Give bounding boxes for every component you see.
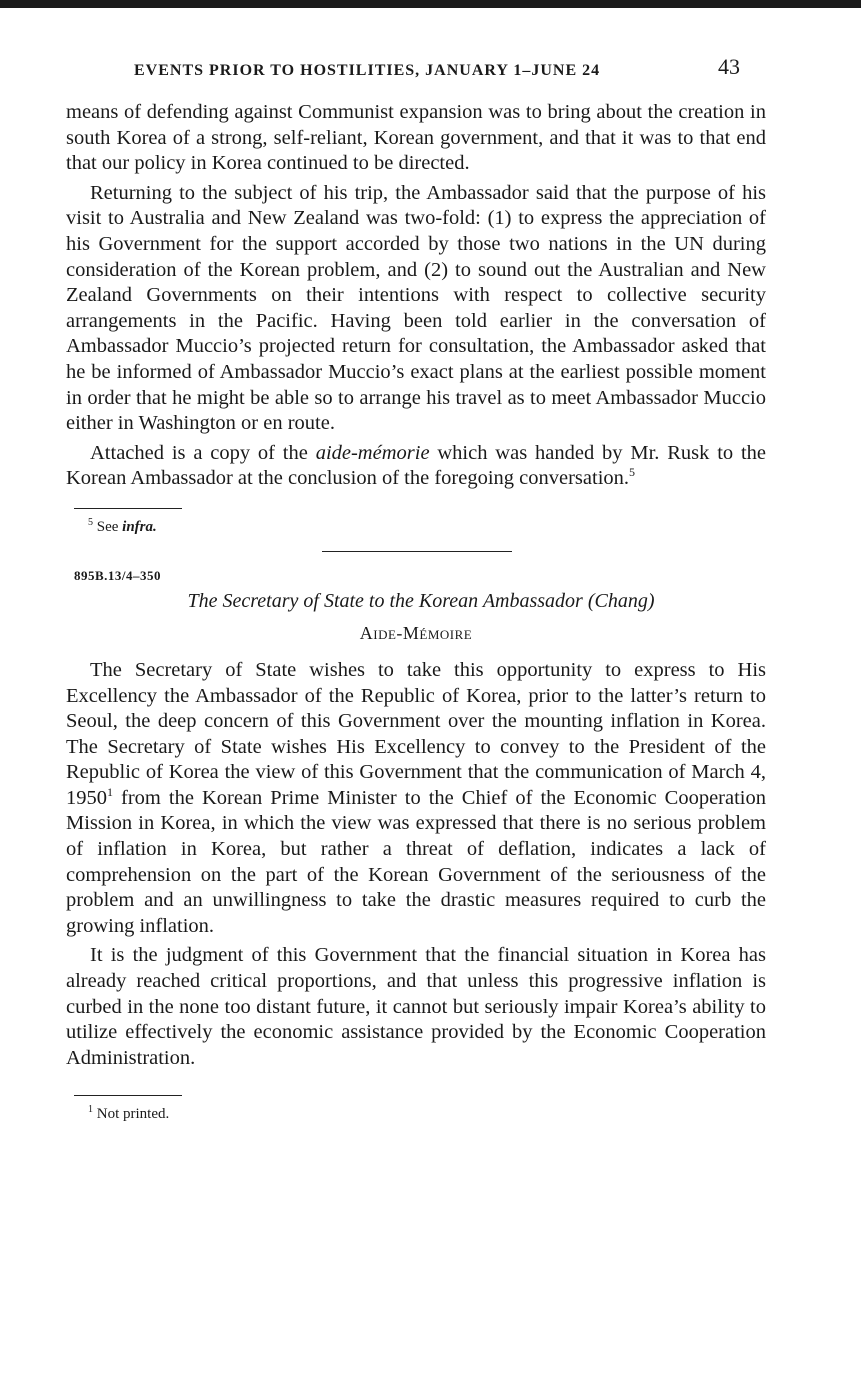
footnote-ref: 1	[107, 785, 113, 800]
running-title: EVENTS PRIOR TO HOSTILITIES, JANUARY 1–JUNE 24	[134, 62, 601, 79]
footnote-divider	[74, 508, 182, 509]
page-body	[66, 100, 766, 1124]
scan-top-edge	[0, 0, 861, 8]
page-number: 43	[718, 54, 740, 79]
italic-term: aide-mémorie	[315, 441, 430, 464]
memo-title: Aide-Mémoire	[359, 622, 473, 643]
footnote-ref: 5	[629, 465, 636, 480]
paragraph: Attached is a copy of the aide-mémorie which was handed by Mr. Rusk to the Korean Ambassador at the conclusion of the foregoing conversation.$^5$	[66, 441, 767, 490]
document-heading: The Secretary of State to the Korean Ambassador (Chang)	[187, 589, 655, 612]
footnote-divider	[74, 1095, 182, 1096]
footnote-marker: 1	[88, 1104, 93, 1116]
footnote-marker: 5	[88, 516, 93, 528]
footnote: $^1$ Not printed.	[88, 1104, 170, 1123]
paragraph: Returning to the subject of his trip, the Ambassador said that the purpose of his visit to Australia and New Zealand was two-fold: (1) to express the appreciation of his Government for the support accorded by those two nations in the UN during consideration of the Korean problem, and (2) to sound out the Australian and New Zealand Governments on their intentions with respect to collective security arrangements in the Pacific. Having been told earlier in the conversation of Ambassador Muccio’s projected return for consultation, the Ambassador asked that he be informed of Ambassador Muccio’s exact plans at the earliest possible moment in order that he might be able so to arrange his travel as to meet Ambassador Muccio either in Washington or en route.	[66, 181, 766, 435]
paragraph: The Secretary of State wishes to take this opportunity to express to His Excellency the Ambassador of the Republic of Korea, prior to the latter’s return to Seoul, the deep concern of this Government over the mounting inflation in Korea. The Secretary of State wishes His Excellency to convey to the President of the Republic of Korea the view of this Government that the communication of March 4, 1950$^1$ from the Korean Prime Minister to the Chief of the Economic Cooperation Mission in Korea, in which the view was expressed that there is no serious problem of inflation in Korea, but rather a threat of deflation, indicates a lack of comprehension on the part of the Korean Government of the seriousness of the problem and an unwillingness to take the drastic measures required to curb the growing inflation.	[66, 658, 766, 937]
paragraph: means of defending against Communist expansion was to bring about the creation in south Korea of a strong, self-reliant, Korean government, and that it was to that end that our policy in Korea continued to be directed.	[66, 101, 766, 175]
footnote: $^5$ See infra.	[88, 516, 157, 535]
section-divider	[322, 551, 512, 552]
document-file-number: 895B.13/4–350	[74, 567, 162, 583]
paragraph: It is the judgment of this Government that the financial situation in Korea has already reached critical proportions, and that unless this progressive inflation is curbed in the none too distant future, it cannot but seriously impair Korea’s ability to utilize effectively the economic assistance provided by the Economic Cooperation Administration.	[66, 944, 766, 1069]
